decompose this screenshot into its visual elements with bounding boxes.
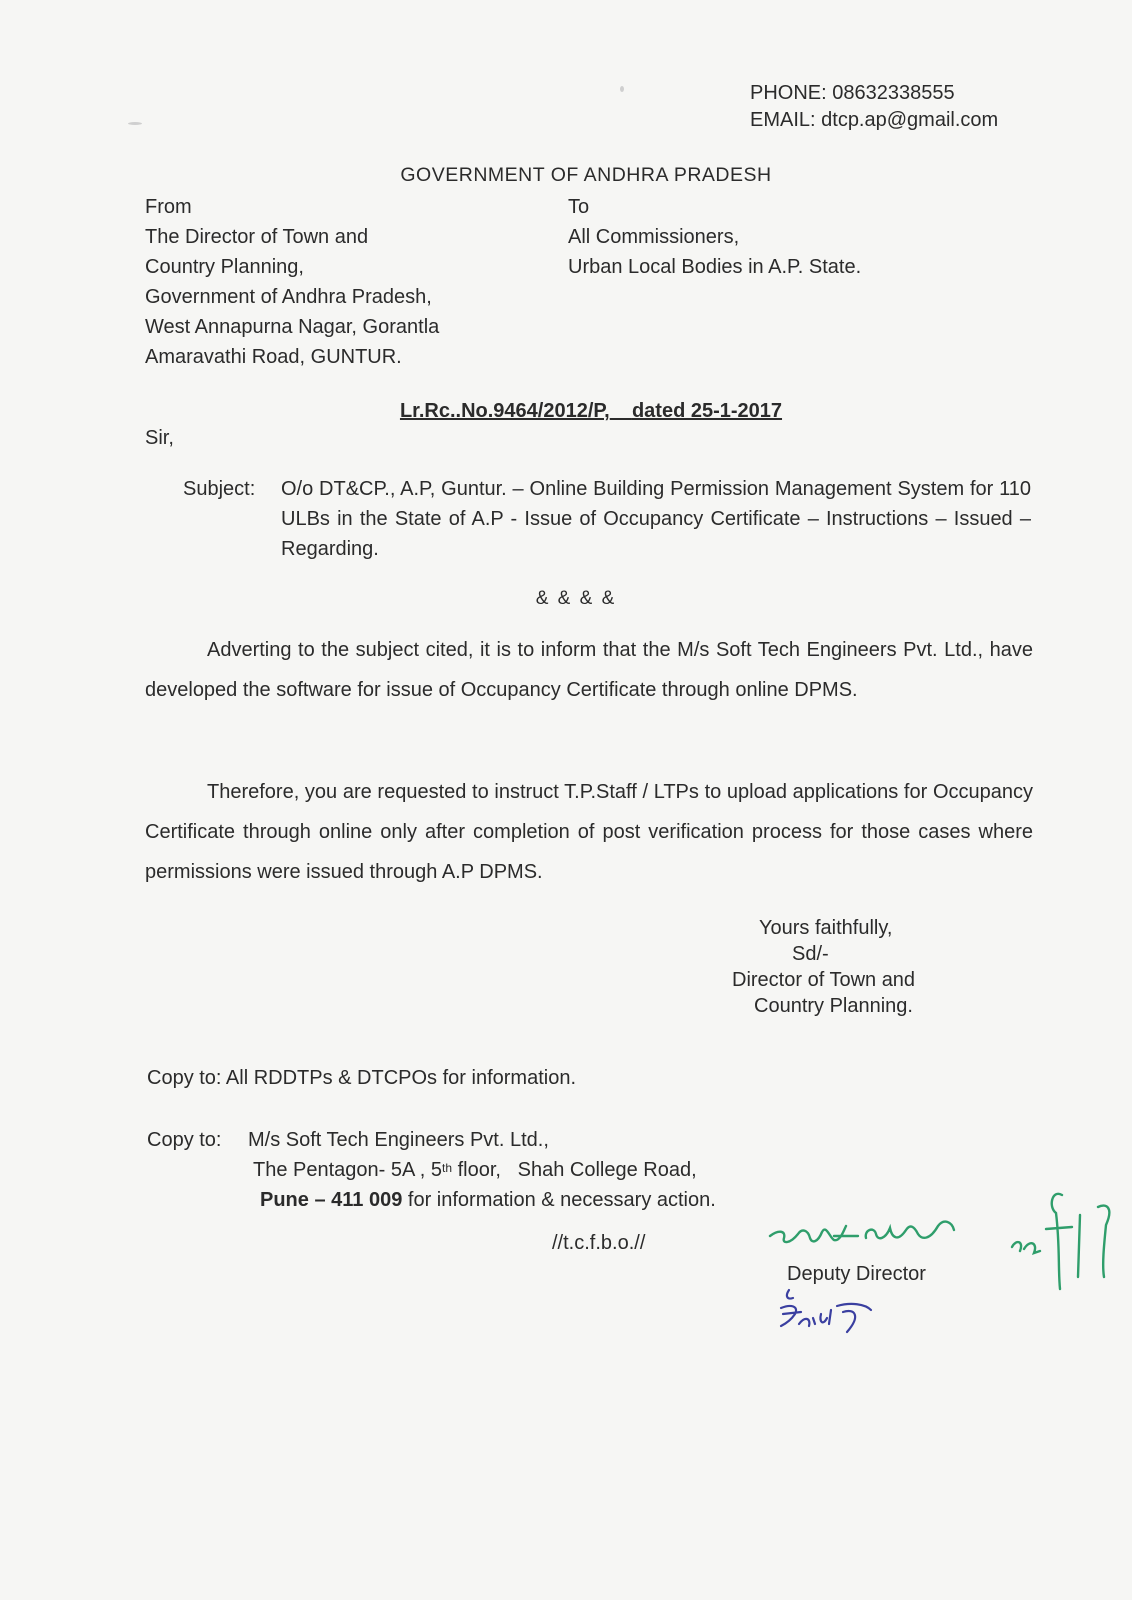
reference-line [0,400,1132,423]
to-line: Urban Local Bodies in A.P. State. [568,256,862,278]
address-part: floor, Shah College Road, [452,1159,697,1181]
ordinal-suffix: th [442,1161,453,1175]
closing-designation: Director of Town and [732,969,916,991]
email-address: EMAIL: dtcp.ap@gmail.com [750,109,999,131]
from-line: Government of Andhra Pradesh, [145,286,432,308]
body-paragraph-2: Therefore, you are requested to instruct T.P.Staff / LTPs to upload applications for Occupancy Certificate through online only after completion of post verification process for those cases where permissions were issued through A.P DPMS. [145,781,1033,883]
address-part: The Pentagon- 5A , 5 [253,1159,443,1181]
subject-text: O/o DT&CP., A.P, Guntur. – Online Building Permission Management System for 110 ULBs in the State of A.P - Issue of Occupancy Certificate – Instructions – Issued – Regarding. [281,478,1031,560]
salutation: Sir, [145,427,174,449]
reference-date: dated 25-1-2017 [631,400,783,422]
blue-signature [775,1288,885,1338]
from-line: West Annapurna Nagar, Gorantla [145,316,440,338]
from-line: Amaravathi Road, GUNTUR. [145,346,402,368]
to-address [568,192,861,282]
phone-number: PHONE: 08632338555 [750,82,955,104]
closing-yours: Yours faithfully, [759,917,893,939]
subject-label: Subject: [183,478,256,500]
contact-info [750,80,998,134]
from-address [145,192,439,372]
from-line: The Director of Town and [145,226,369,248]
copy-to-line: M/s Soft Tech Engineers Pvt. Ltd., [248,1129,549,1151]
closing-block [732,915,915,1019]
green-signature [768,1208,1038,1258]
green-date-initial [1010,1185,1130,1295]
closing-sd: Sd/- [792,943,829,965]
closing-designation: Country Planning. [754,995,913,1017]
subject-block [183,474,1031,564]
deputy-director-label: Deputy Director [787,1263,926,1285]
copy-to-line [253,1155,716,1185]
from-line: Country Planning, [145,256,304,278]
paper-mark [128,122,142,125]
from-label: From [145,196,192,218]
reference-number: Lr.Rc..No.9464/2012/P, [399,400,610,422]
copy-purpose: for information & necessary action. [402,1189,716,1211]
copy-to-softtech [147,1125,716,1215]
copy-to-rddtps: Copy to: All RDDTPs & DTCPOs for information. [147,1067,577,1089]
copy-to-label: Copy to: [147,1129,222,1151]
tcfbo-mark: //t.c.f.b.o.// [552,1232,646,1254]
section-separator: & & & & [535,588,617,609]
government-heading: GOVERNMENT OF ANDHRA PRADESH [400,164,772,186]
paper-speck [620,86,624,92]
to-label: To [568,196,590,218]
to-line: All Commissioners, [568,226,740,248]
pin-code: Pune – 411 009 [260,1189,403,1211]
body-paragraph-1: Adverting to the subject cited, it is to inform that the M/s Soft Tech Engineers Pvt. Ltd., have developed the software for issue of Occupancy Certificate through online DPMS. [145,639,1033,701]
copy-to-line [260,1185,716,1215]
